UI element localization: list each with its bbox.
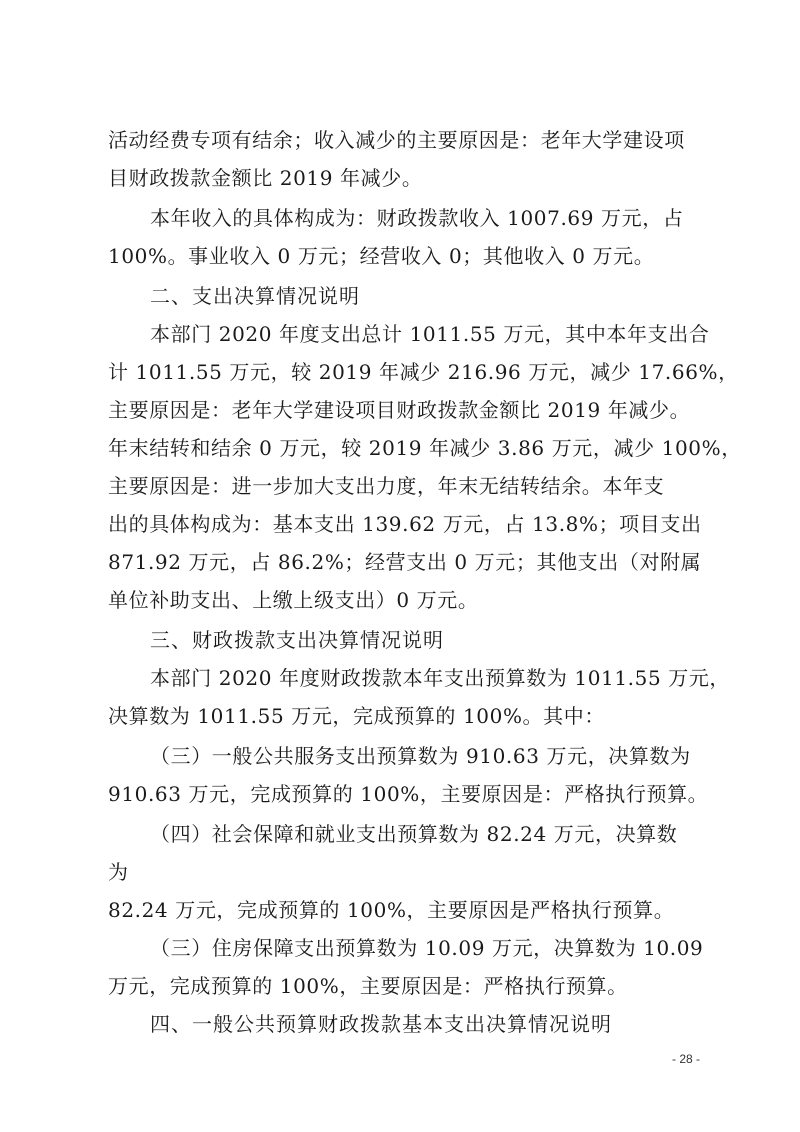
body-text-line: 万元，完成预算的 100%，主要原因是：严格执行预算。	[108, 974, 628, 998]
body-text-line: 主要原因是：进一步加大支出力度，年末无结转结余。本年支	[108, 474, 665, 498]
body-text-line: （四）社会保障和就业支出预算数为 82.24 万元，决算数	[150, 822, 678, 846]
body-text-line: 目财政拨款金额比 2019 年减少。	[108, 166, 423, 190]
body-text-line: 年末结转和结余 0 万元，较 2019 年减少 3.86 万元，减少 100%，	[108, 436, 742, 460]
body-text-line: 910.63 万元，完成预算的 100%，主要原因是：严格执行预算。	[108, 782, 709, 806]
body-text-line: 决算数为 1011.55 万元，完成预算的 100%。其中：	[108, 704, 605, 728]
section-heading: 二、支出决算情况说明	[150, 284, 360, 308]
body-text-line: 871.92 万元，占 86.2%；经营支出 0 万元；其他支出（对附属	[108, 550, 702, 574]
body-text-line: 活动经费专项有结余；收入减少的主要原因是：老年大学建设项	[108, 128, 685, 152]
page-number: - 28 -	[672, 1052, 701, 1066]
body-text-line: 单位补助支出、上缴上级支出）0 万元。	[108, 588, 479, 612]
body-text-line: 计 1011.55 万元，较 2019 年减少 216.96 万元，减少 17.66%，	[108, 360, 739, 384]
section-heading: 四、一般公共预算财政拨款基本支出决算情况说明	[150, 1012, 612, 1036]
body-text-line: （三）住房保障支出预算数为 10.09 万元，决算数为 10.09	[150, 936, 704, 960]
body-text-line: 本部门 2020 年度财政拨款本年支出预算数为 1011.55 万元，	[150, 666, 731, 690]
body-text-line: 本部门 2020 年度支出总计 1011.55 万元，其中本年支出合	[150, 322, 710, 346]
body-text-line: 100%。事业收入 0 万元；经营收入 0；其他收入 0 万元。	[108, 244, 655, 268]
body-text-line: 为	[108, 860, 129, 884]
body-text-line: 82.24 万元，完成预算的 100%，主要原因是严格执行预算。	[108, 898, 675, 922]
body-text-line: （三）一般公共服务支出预算数为 910.63 万元，决算数为	[150, 744, 691, 768]
body-text-line: 本年收入的具体构成为：财政拨款收入 1007.69 万元，占	[150, 206, 684, 230]
body-text-line: 出的具体构成为：基本支出 139.62 万元，占 13.8%；项目支出	[108, 512, 702, 536]
body-text-line: 主要原因是：老年大学建设项目财政拨款金额比 2019 年减少。	[108, 398, 691, 422]
section-heading: 三、财政拨款支出决算情况说明	[150, 628, 444, 652]
